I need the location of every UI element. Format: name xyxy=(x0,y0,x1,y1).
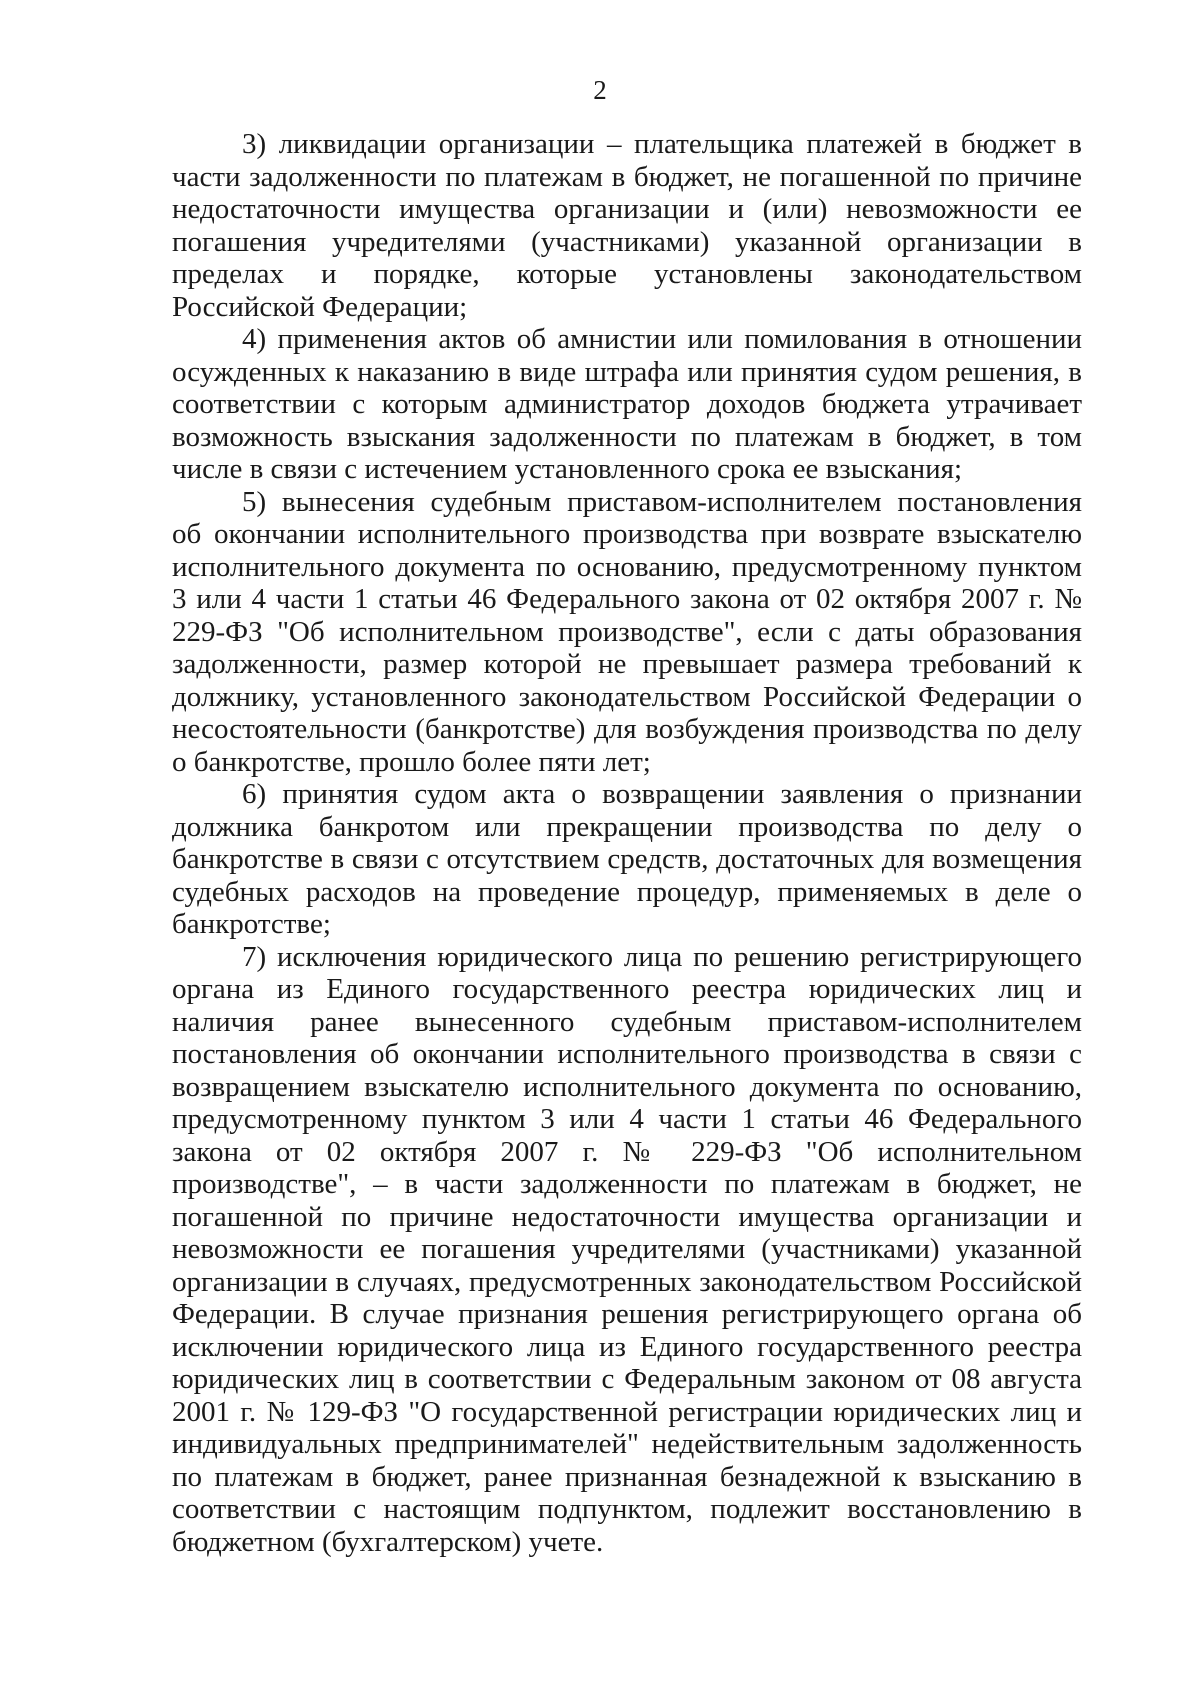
list-item-3: 3) ликвидации организации – плательщика платежей в бюджет в части задолженности по платежам в бюджет, не погашенной по причине недостаточности имущества организации и (или) невозможности ее погашения учредителями (участниками) указанной организации в пределах и порядке, которые установлены законодательством Российской Федерации; xyxy=(172,128,1082,323)
page-number: 2 xyxy=(593,75,607,105)
list-item-7: 7) исключения юридического лица по решению регистрирующего органа из Единого государственного реестра юридических лиц и наличия ранее вынесенного судебным приставом-исполнителем постановления об окончании исполнительного производства в связи с возвращением взыскателю исполнительного документа по основанию, предусмотренному пунктом 3 или 4 части 1 статьи 46 Федерального закона от 02 октября 2007 г. № 229-ФЗ "Об исполнительном производстве", – в части задолженности по платежам в бюджет, не погашенной по причине недостаточности имущества организации и невозможности ее погашения учредителями (участниками) указанной организации в случаях, предусмотренных законодательством Российской Федерации. В случае признания решения регистрирующего органа об исключении юридического лица из Единого государственного реестра юридических лиц в соответствии с Федеральным законом от 08 августа 2001 г. № 129-ФЗ "О государственной регистрации юридических лиц и индивидуальных предпринимателей" недействительным задолженность по платежам в бюджет, ранее признанная безнадежной к взысканию в соответствии с настоящим подпунктом, подлежит восстановлению в бюджетном (бухгалтерском) учете. xyxy=(172,940,1082,1558)
list-item-6: 6) принятия судом акта о возвращении заявления о признании должника банкротом или прекращении производства по делу о банкротстве в связи с отсутствием средств, достаточных для возмещения судебных расходов на проведение процедур, применяемых в деле о банкротстве; xyxy=(172,778,1082,940)
list-item-5: 5) вынесения судебным приставом-исполнителем постановления об окончании исполнительного производства при возврате взыскателю исполнительного документа по основанию, предусмотренному пунктом 3 или 4 части 1 статьи 46 Федерального закона от 02 октября 2007 г. № 229-ФЗ "Об исполнительном производстве", если с даты образования задолженности, размер которой не превышает размера требований к должнику, установленного законодательством Российской Федерации о несостоятельности (банкротстве) для возбуждения производства по делу о банкротстве, прошло более пяти лет; xyxy=(172,485,1082,778)
document-body xyxy=(172,128,1082,1558)
list-item-4: 4) применения актов об амнистии или помилования в отношении осужденных к наказанию в виде штрафа или принятия судом решения, в соответствии с которым администратор доходов бюджета утрачивает возможность взыскания задолженности по платежам в бюджет, в том числе в связи с истечением установленного срока ее взыскания; xyxy=(172,323,1082,485)
